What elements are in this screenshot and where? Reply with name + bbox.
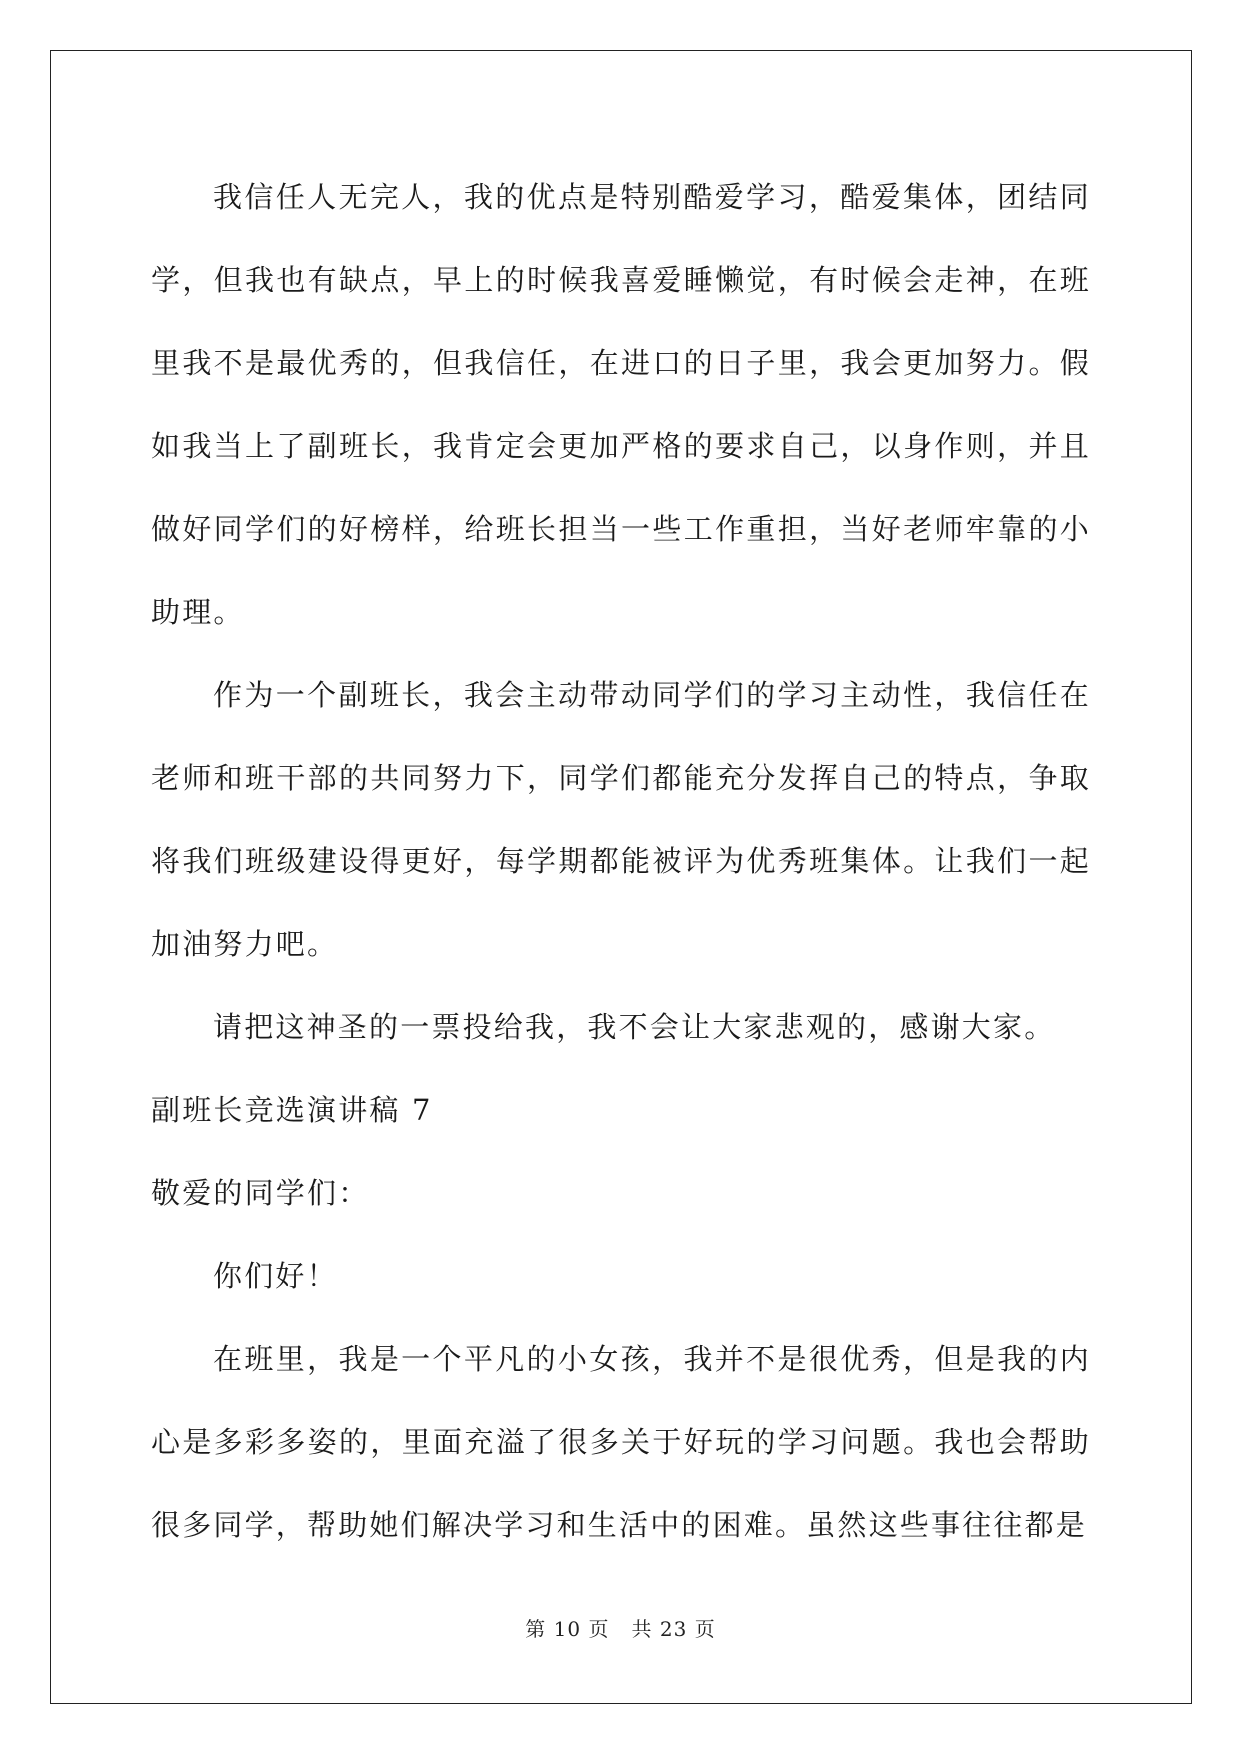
- paragraph-1: 我信任人无完人，我的优点是特别酷爱学习，酷爱集体，团结同学，但我也有缺点，早上的时候我喜爱睡懒觉，有时候会走神，在班里我不是最优秀的，但我信任，在进口的日子里，我会更加努力。假如我当上了副班长，我肯定会更加严格的要求自己，以身作则，并且做好同学们的好榜样，给班长担当一些工作重担，当好老师牢靠的小助理。: [151, 180, 1091, 629]
- page-number: 第 10 页: [525, 1617, 610, 1641]
- paragraph-3: 请把这神圣的一票投给我，我不会让大家悲观的，感谢大家。: [213, 1010, 1056, 1044]
- salutation: 敬爱的同学们：: [151, 1176, 370, 1210]
- document-body: [151, 156, 1091, 1567]
- greeting: 你们好！: [213, 1259, 338, 1293]
- paragraph-4: 在班里，我是一个平凡的小女孩，我并不是很优秀，但是我的内心是多彩多姿的，里面充溢了很多关于好玩的学习问题。我也会帮助很多同学，帮助她们解决学习和生活中的困难。虽然这些事往往都是: [151, 1342, 1091, 1542]
- paragraph-2: 作为一个副班长，我会主动带动同学们的学习主动性，我信任在老师和班干部的共同努力下，同学们都能充分发挥自己的特点，争取将我们班级建设得更好，每学期都能被评为优秀班集体。让我们一起加油努力吧。: [151, 678, 1091, 961]
- page-total: 共 23 页: [631, 1617, 716, 1641]
- section-heading: 副班长竞选演讲稿 7: [151, 1093, 433, 1127]
- page-footer: [0, 1613, 1241, 1642]
